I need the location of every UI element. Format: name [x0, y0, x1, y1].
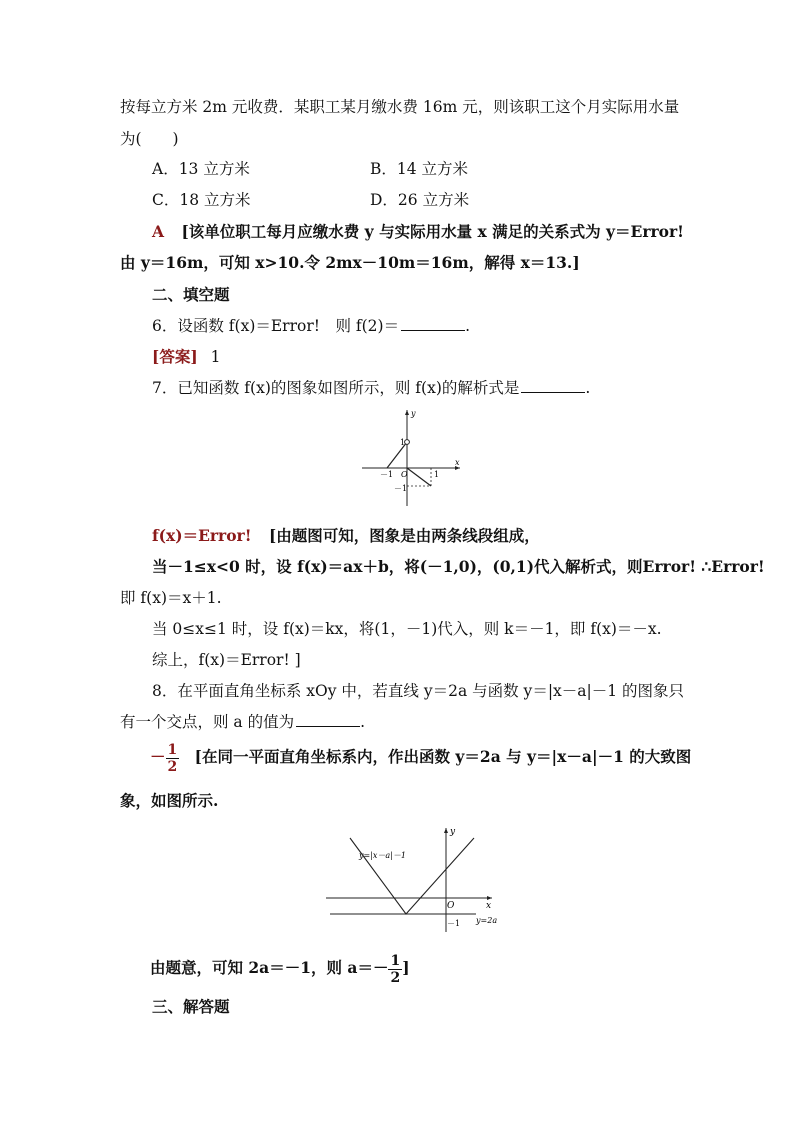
q8-curve-label: y=|x－a|－1: [359, 851, 406, 860]
q7-origin-label: O: [401, 470, 408, 479]
q6-answer-tag: [答案]: [152, 347, 198, 366]
q8-answer-fraction: [166, 742, 180, 775]
q8-line-label: y=2a: [476, 916, 498, 925]
q8-question-line1: 8．在平面直角坐标系 xOy 中，若直线 y＝2a 与函数 y＝|x－a|－1 的图象只: [152, 682, 685, 700]
q5-answer-letter: A: [152, 222, 165, 241]
q8-origin-label: O: [447, 901, 455, 911]
q7-solution-line5: 综上，f(x)＝Error! ]: [152, 651, 301, 669]
q8-final-line: [150, 950, 410, 986]
q5-explanation-line2: 由 y＝16m，可知 x>10.令 2mx－10m＝16m，解得 x＝13.]: [120, 253, 580, 272]
q8-final-text: 由题意，可知 2a＝－1，则 a＝－: [150, 958, 389, 977]
q6-text: 6．设函数 f(x)＝Error! 则 f(2)＝: [152, 317, 400, 335]
q8-answer-blank: [296, 712, 360, 727]
q7-y-axis-label: y: [411, 409, 416, 418]
q7-solution-head: f(x)＝Error!: [152, 526, 252, 545]
q7-text: 7．已知函数 f(x)的图象如图所示，则 f(x)的解析式是: [152, 379, 520, 397]
q8-answer-denominator: 2: [167, 758, 178, 775]
q7-tick-y1: 1: [400, 438, 406, 447]
q8-final-close: ]: [402, 958, 410, 977]
q8-curve-abs: [350, 838, 474, 914]
q5-option-c: C．18 立方米: [152, 191, 251, 209]
q5-explanation-line1: [152, 221, 684, 243]
q6-question: [152, 315, 470, 337]
q8-answer: [150, 741, 185, 775]
q5-option-d: D．26 立方米: [370, 191, 470, 209]
q8-text: 有一个交点，则 a 的值为: [120, 713, 295, 731]
q7-segment-right: [407, 468, 431, 486]
q7-solution-line2: 当－1≤x<0 时，设 f(x)＝ax＋b，将(－1,0)，(0,1)代入解析式，则Error! ∴Error!: [152, 557, 765, 576]
q7-solution-line1: [152, 525, 540, 547]
q7-question: [152, 377, 590, 399]
q7-answer-blank: [521, 378, 585, 393]
q5-text-line1: 按每立方米 2m 元收费．某职工某月缴水费 16m 元，则该职工这个月实际用水量: [120, 98, 680, 116]
q8-explanation-text: [在同一平面直角坐标系内，作出函数 y＝2a 与 y＝|x－a|－1 的大致图: [194, 747, 692, 766]
q5-option-b: B．14 立方米: [370, 160, 469, 178]
q8-x-axis-label: x: [486, 901, 492, 911]
q8-tail: .: [360, 713, 366, 731]
q8-tick-neg1: －1: [447, 919, 461, 928]
q7-solution-line4: 当 0≤x≤1 时，设 f(x)＝kx，将(1，－1)代入，则 k＝－1，即 f(x)＝－x.: [152, 620, 662, 638]
q6-answer: [152, 346, 220, 368]
q5-text-line2: 为( ): [120, 130, 179, 148]
q8-question-line2: [120, 711, 365, 733]
q7-function-graph: [356, 406, 466, 512]
q8-answer-numerator: 1: [167, 741, 178, 758]
q7-tick-x1: 1: [434, 470, 440, 479]
q6-answer-value: 1: [210, 348, 221, 366]
q8-answer-sign: －: [150, 747, 166, 766]
q7-solution-intro: [由题图可知，图象是由两条线段组成，: [268, 526, 540, 545]
q8-final-numerator: 1: [390, 952, 401, 969]
q7-tick-x-neg1: －1: [380, 470, 394, 479]
q8-y-axis-label: y: [450, 827, 456, 837]
q7-solution-line3: 即 f(x)＝x＋1.: [120, 589, 222, 607]
q7-tick-y-neg1: －1: [394, 484, 408, 493]
q8-explanation-line2: 象，如图所示.: [120, 791, 219, 810]
section-title-fill-in: 二、填空题: [152, 285, 230, 304]
q8-final-denominator: 2: [390, 969, 401, 986]
q7-x-axis-label: x: [455, 458, 460, 467]
q6-answer-blank: [401, 316, 465, 331]
q8-function-graph: [326, 824, 506, 942]
q5-explanation-text: [该单位职工每月应缴水费 y 与实际用水量 x 满足的关系式为 y＝Error!: [181, 222, 684, 241]
q7-open-point: [405, 440, 410, 445]
q8-explanation-line1: [150, 740, 691, 775]
q8-final-fraction: [388, 953, 402, 986]
q6-tail: .: [465, 317, 471, 335]
section-title-solve: 三、解答题: [152, 997, 230, 1016]
q7-tail: .: [585, 379, 591, 397]
q5-option-a: A．13 立方米: [152, 160, 250, 178]
